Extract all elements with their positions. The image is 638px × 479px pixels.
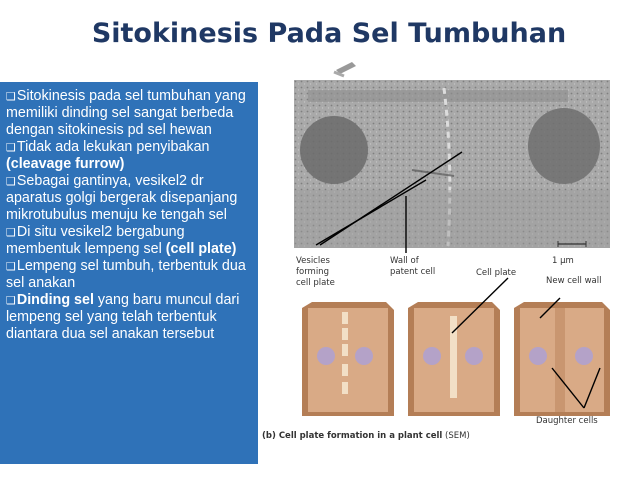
bullet-paragraph xyxy=(6,173,254,224)
cell-plate-label: Cell plate xyxy=(476,268,517,278)
checkbox-bullet-icon: ❑ xyxy=(6,175,16,188)
paragraph-segment: yang baru muncul dari lempeng sel yang telah terbentuk diantara dua sel anakan tersebut xyxy=(6,292,240,342)
cell-stage-2 xyxy=(408,302,500,416)
bullet-paragraph xyxy=(6,139,254,173)
paragraph-segment: Dinding sel xyxy=(16,292,94,308)
scale-label: 1 µm xyxy=(552,256,574,266)
bullet-paragraph xyxy=(6,224,254,258)
figure xyxy=(262,80,628,450)
checkbox-bullet-icon: ❑ xyxy=(6,90,16,103)
checkbox-bullet-icon: ❑ xyxy=(6,260,16,273)
cell-stage-3 xyxy=(514,302,610,416)
paragraph-segment: (cell plate) xyxy=(165,241,237,257)
page-title: Sitokinesis Pada Sel Tumbuhan xyxy=(91,18,567,49)
daughter-cells-label: Daughter cells xyxy=(536,416,598,426)
figure-caption xyxy=(262,431,470,441)
micrograph-image xyxy=(294,80,610,248)
paragraph-segment: Tidak ada lekukan penyibakan xyxy=(16,139,210,155)
paragraph-segment: Sitokinesis pada sel tumbuhan yang memiliki dinding sel sangat berbeda dengan sitokinesis pd sel hewan xyxy=(6,88,246,138)
paragraph-segment: Lempeng sel tumbuh, terbentuk dua sel anakan xyxy=(6,258,246,291)
vesicles-label: Vesicles forming cell plate xyxy=(296,256,335,288)
paragraph-segment: (cleavage furrow) xyxy=(6,156,125,172)
checkbox-bullet-icon: ❑ xyxy=(6,226,16,239)
caption-rest: (SEM) xyxy=(442,431,470,441)
paperclip-icon xyxy=(330,56,360,78)
wall-label: Wall of patent cell xyxy=(390,256,436,277)
bullet-paragraph xyxy=(6,88,254,139)
text-box xyxy=(0,82,258,464)
caption-bold: (b) Cell plate formation in a plant cell xyxy=(262,431,443,441)
bullet-paragraph xyxy=(6,258,254,292)
cell-diagram xyxy=(294,302,628,420)
checkbox-bullet-icon: ❑ xyxy=(6,141,16,154)
paragraph-segment: Di situ vesikel2 bergabung membentuk lempeng sel xyxy=(6,224,185,257)
paragraph-segment: Sebagai gantinya, vesikel2 dr aparatus golgi bergerak disepanjang mikrotubulus menuju ke tengah sel xyxy=(6,173,238,223)
new-wall-label: New cell wall xyxy=(546,276,602,286)
bullet-paragraph xyxy=(6,292,254,343)
cell-stage-1 xyxy=(302,302,394,416)
checkbox-bullet-icon: ❑ xyxy=(6,294,16,307)
